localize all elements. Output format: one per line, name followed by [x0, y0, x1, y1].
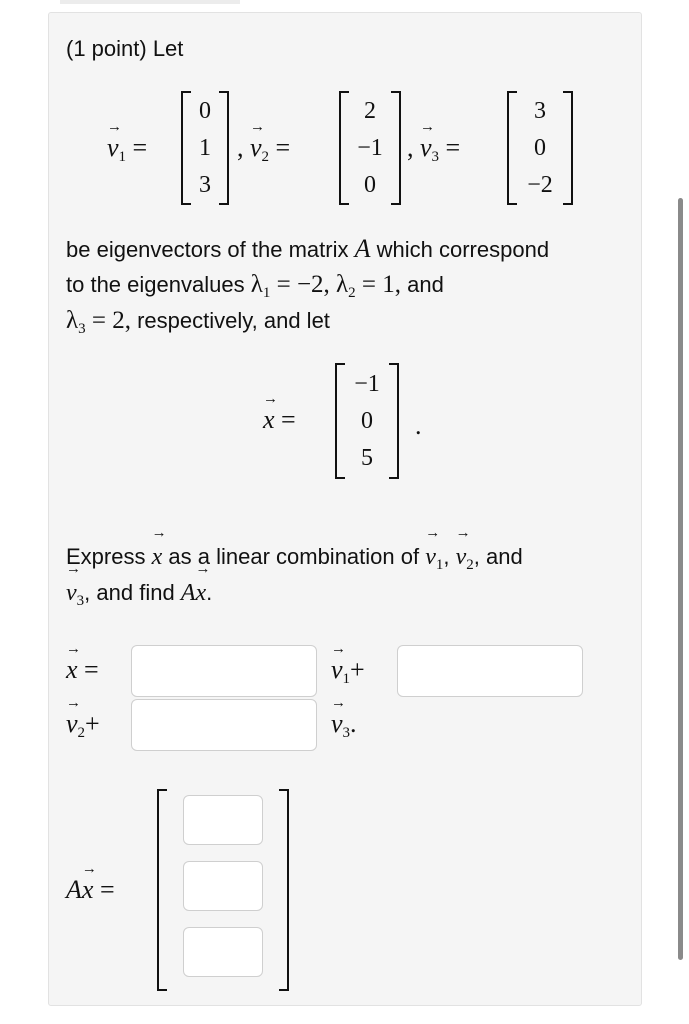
- express-line-1: Express → x as a linear combination of → $v_1$, → $v_2$, and: [66, 539, 523, 583]
- answer-v3-term: → $v_3$.: [331, 709, 357, 748]
- ax-input-3[interactable]: [183, 927, 263, 977]
- v1-label: → $v_1$ =: [107, 133, 147, 172]
- v3-entry-2: 0: [534, 134, 546, 161]
- v2-label: , → $v_2$ =: [237, 133, 290, 172]
- v3-label: , → $v_3$ =: [407, 133, 460, 172]
- eigen-line-3: $\lambda_3 = 2$, respectively, and let: [66, 307, 330, 337]
- ax-input-2[interactable]: [183, 861, 263, 911]
- x-period: .: [415, 411, 422, 440]
- v2-entry-2: −1: [357, 134, 383, 161]
- v1-entry-1: 0: [199, 98, 211, 125]
- eigen-line-2: to the eigenvalues $\lambda_1 = -2$, $\lambda_2 = 1$, and: [66, 271, 444, 301]
- problem-header: (1 point) Let: [66, 36, 184, 61]
- x-entry-2: 0: [361, 407, 373, 434]
- x-matrix: [335, 365, 399, 477]
- x-entry-3: 5: [361, 445, 373, 472]
- problem-card: [48, 12, 642, 1006]
- answer-x-label: → x =: [66, 655, 99, 685]
- express-line-2: → $v_3$, and find A→ x.: [66, 575, 212, 619]
- eigen-line-1: be eigenvectors of the matrix A which correspond: [66, 234, 550, 263]
- scrollbar[interactable]: [678, 198, 683, 960]
- coef3-input[interactable]: [131, 699, 317, 751]
- x-label: → x =: [263, 405, 296, 435]
- v2-entry-3: 0: [364, 171, 376, 198]
- answer-v2-term: → $v_2+$: [66, 709, 100, 748]
- x-entry-1: −1: [354, 370, 380, 397]
- ax-input-1[interactable]: [183, 795, 263, 845]
- v2-entry-1: 2: [364, 98, 376, 125]
- coef2-input[interactable]: [397, 645, 583, 697]
- v3-entry-1: 3: [534, 98, 546, 125]
- top-edge: [60, 0, 240, 4]
- v2-matrix: [339, 93, 401, 203]
- answer-v1-term: → $v_1+$: [331, 655, 365, 694]
- v1-matrix: [181, 93, 229, 203]
- v3-matrix: [507, 93, 573, 203]
- v3-entry-3: −2: [527, 171, 553, 198]
- v1-entry-2: 1: [199, 134, 211, 161]
- v1-entry-3: 3: [199, 171, 211, 198]
- coef1-input[interactable]: [131, 645, 317, 697]
- ax-label: A→ x =: [66, 875, 115, 905]
